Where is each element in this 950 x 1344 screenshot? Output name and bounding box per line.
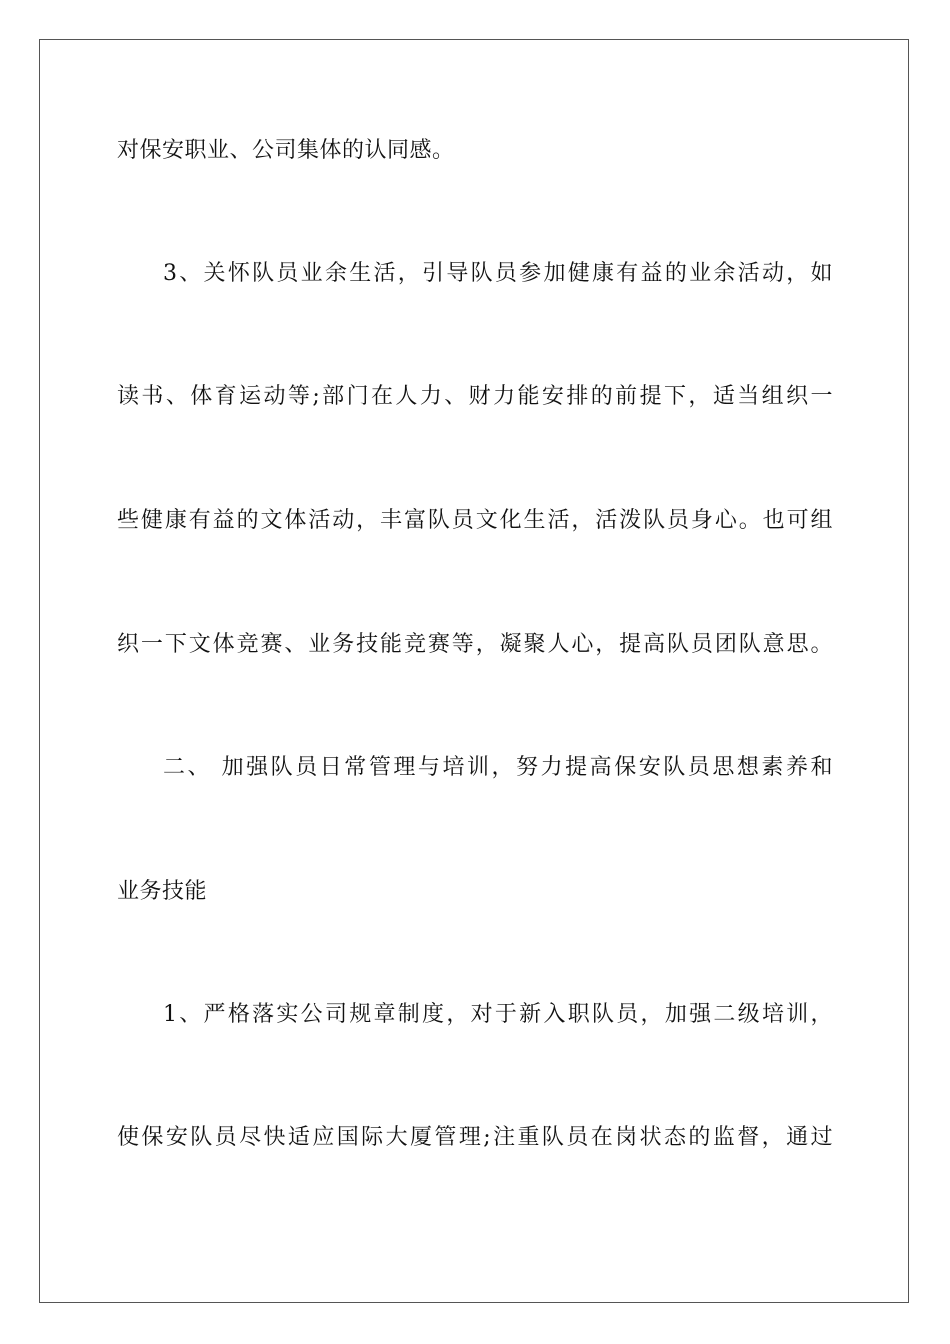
section-heading-line-2: 业务技能 [117,879,208,904]
page-frame [39,39,909,1303]
text-line-1: 对保安职业、公司集体的认同感。 [117,138,455,163]
section-heading-line-1: 二、 加强队员日常管理与培训，努力提高保安队员思想素养和 [163,755,833,780]
text-line-5: 织一下文体竞赛、业务技能竞赛等，凝聚人心，提高队员团队意思。 [117,632,833,657]
text-line-2: 3、关怀队员业余生活，引导队员参加健康有益的业余活动，如 [163,261,833,286]
text-line-9: 使保安队员尽快适应国际大厦管理;注重队员在岗状态的监督，通过 [117,1125,833,1150]
text-line-4: 些健康有益的文体活动，丰富队员文化生活，活泼队员身心。也可组 [117,508,833,533]
text-line-8: 1、严格落实公司规章制度，对于新入职队员，加强二级培训， [163,1002,833,1027]
text-line-3: 读书、体育运动等;部门在人力、财力能安排的前提下，适当组织一 [117,384,833,409]
